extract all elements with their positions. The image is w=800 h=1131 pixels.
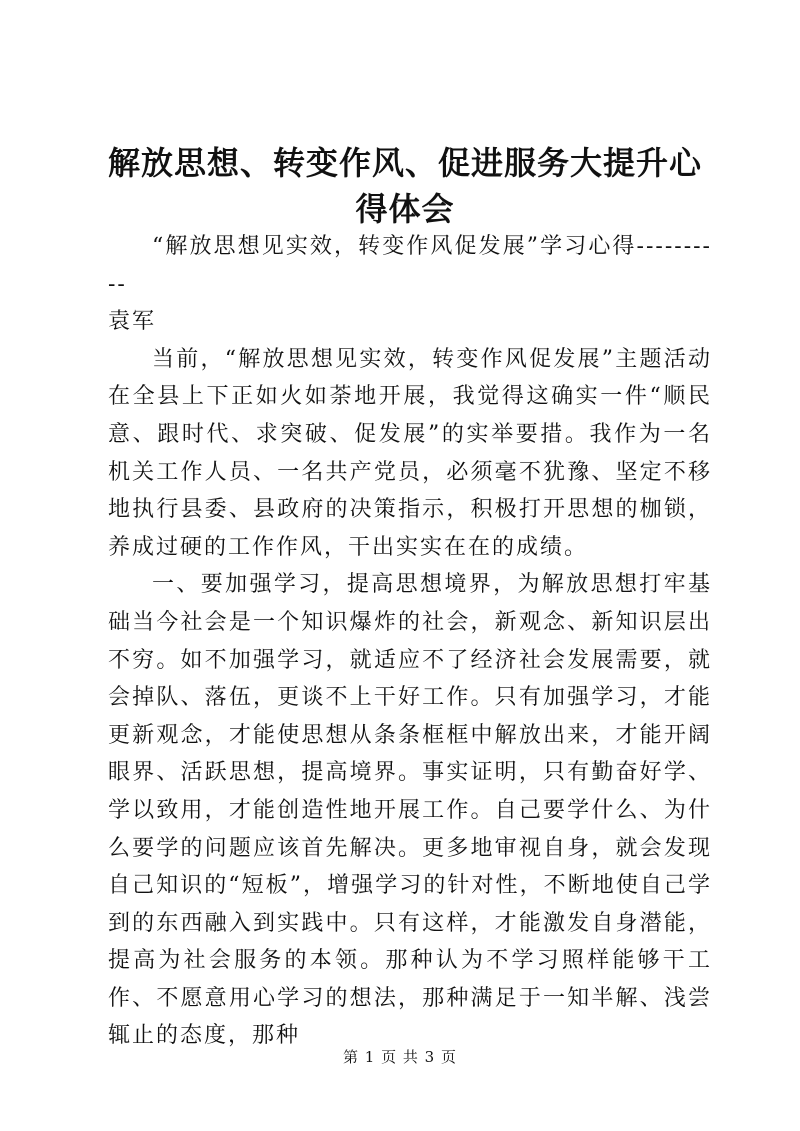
paragraph-intro: 当前，“解放思想见实效，转变作风促发展”主题活动在全县上下正如火如荼地开展，我觉得这确实一件“顺民意、跟时代、求突破、促发展”的实举要措。我作为一名机关工作人员、一名共产党员，必须毫不犹豫、坚定不移地执行县委、县政府的决策指示，积极打开思想的枷锁，养成过硬的工作作风，干出实实在在的成绩。 (108, 346, 712, 560)
subtitle-line: “解放思想见实效，转变作风促发展”学习心得---------- (108, 234, 712, 297)
author-name: 袁军 (108, 309, 157, 335)
page-footer: 第 1 页 共 3 页 (343, 1048, 457, 1066)
paragraph-section-one: 一、要加强学习，提高思想境界，为解放思想打牢基础当今社会是一个知识爆炸的社会，新观念、新知识层出不穷。如不加强学习，就适应不了经济社会发展需要，就会掉队、落伍，更谈不上干好工作。只有加强学习，才能更新观念，才能使思想从条条框框中解放出来，才能开阔眼界、活跃思想，提高境界。事实证明，只有勤奋好学、学以致用，才能创造性地开展工作。自己要学什么、为什么要学的问题应该首先解决。更多地审视自身，就会发现自己知识的“短板”，增强学习的针对性，不断地使自己学到的东西融入到实践中。只有这样，才能激发自身潜能，提高为社会服务的本领。那种认为不学习照样能够干工作、不愿意用心学习的想法，那种满足于一知半解、浅尝辄止的态度，那种 (108, 572, 712, 1049)
document-title: 解放思想、转变作风、促进服务大提升心得体会 (107, 144, 702, 228)
document-body (108, 228, 712, 1055)
